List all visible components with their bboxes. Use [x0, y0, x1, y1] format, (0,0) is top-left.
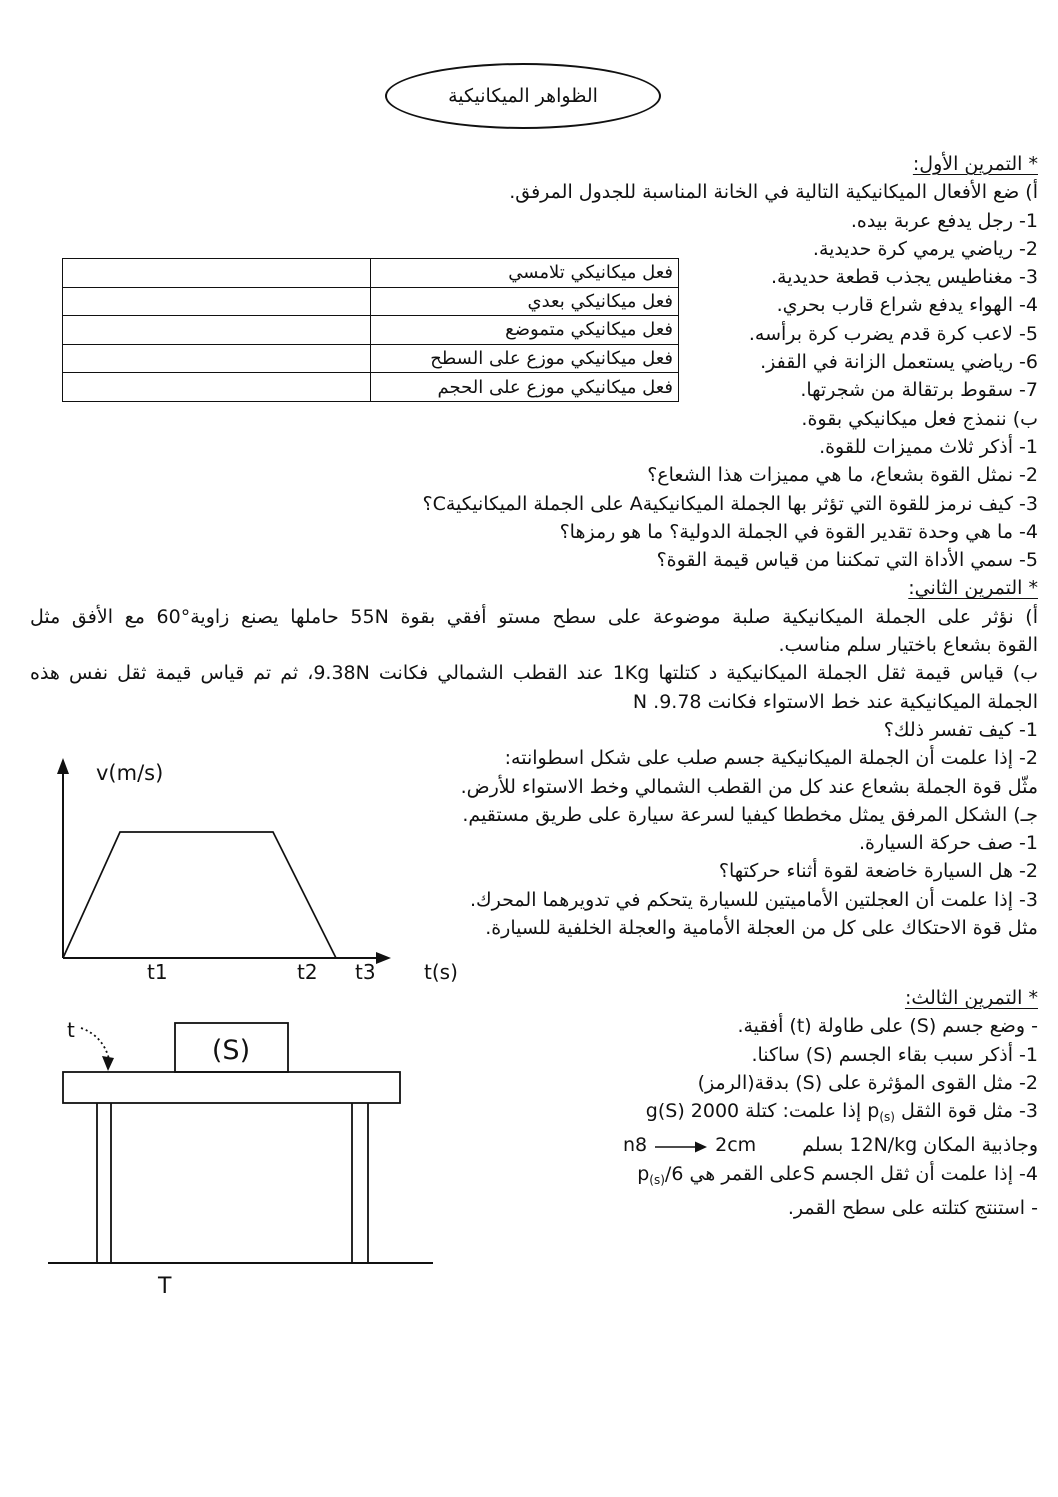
ex1-question: 1- أذكر ثلاث مميزات للقوة. [819, 435, 1038, 458]
table-pointer-label: t [67, 1018, 75, 1042]
tabletop-rect [63, 1072, 400, 1103]
page-title-text: الظواهر الميكانيكية [448, 85, 598, 107]
y-axis-arrowhead [57, 758, 69, 774]
ex1-item: 7- سقوط برتقالة من شجرتها. [800, 379, 1038, 402]
tick-t1: t1 [147, 960, 168, 984]
ex1-item: 2- رياضي يرمي كرة حديدية. [812, 237, 1038, 260]
row-label: فعل ميكانيكي تلامسي [371, 259, 679, 288]
ex3-line: - وضع جسم (S) على طاولة (t) أفقية. [737, 1015, 1038, 1038]
ex2-q2-line2: مثّل قوة الجملة بشعاع عند كل من القطب الشمالي وخط الاستواء للأرض. [460, 775, 1038, 798]
ex1-item: 5- لاعب كرة قدم يضرب كرة برأسه. [748, 322, 1038, 345]
ex1-intro: أ) ضع الأفعال الميكانيكية التالية في الخانة المناسبة للجدول المرفق. [509, 181, 1038, 204]
ex3-line: 1- أذكر سبب بقاء الجسم (S) ساكنا. [751, 1043, 1038, 1066]
ex1-question: 4- ما هي وحدة تقدير القوة في الجملة الدولية؟ ما هو رمزها؟ [559, 520, 1038, 543]
scale-newton-value: n8 [622, 1134, 648, 1157]
classification-table [62, 258, 679, 402]
ex2-cq: 1- صف حركة السيارة. [858, 832, 1038, 855]
ex2-part-a-line1: أ) نؤثر على الجملة الميكانيكية صلبة موضوعة على سطح مستو أفقي بقوة 55N حاملها يصنع زاوية°60 مع الأفق مثل [30, 605, 1038, 628]
table-row [63, 287, 679, 316]
x-axis-arrowhead [376, 952, 391, 964]
ex2-header-text: * التمرين الثاني: [908, 577, 1038, 600]
ex2-part-b-line2: الجملة الميكانيكية عند خط الاستواء فكانت 9.78. N [632, 690, 1038, 713]
table-pointer-arrowhead [102, 1056, 114, 1071]
table-diagram [45, 1012, 440, 1306]
row-answer-cell [63, 259, 371, 288]
row-label: فعل ميكانيكي بعدي [371, 287, 679, 316]
ex3-line-moon [623, 1160, 1038, 1194]
ex3-moon-suffix: /6 [664, 1162, 684, 1185]
tick-t3: t3 [355, 960, 376, 984]
table-row [63, 316, 679, 345]
row-label: فعل ميكانيكي موزع على السطح [371, 344, 679, 373]
moon-weight-subscript: (s) [649, 1172, 665, 1187]
speed-time-graph [50, 750, 470, 994]
ground-label: T [158, 1274, 172, 1299]
table-row [63, 344, 679, 373]
ex1-question: 2- نمثل القوة بشعاع، ما هي مميزات هذا الشعاع؟ [647, 464, 1038, 487]
ex3-text-block [623, 984, 1038, 1222]
ex3-line: - استنتج كتلته على سطح القمر. [787, 1197, 1038, 1220]
scale-cm-value: 2cm [715, 1134, 757, 1157]
x-axis-label: t(s) [424, 960, 458, 984]
ex2-q2-line1: 2- إذا علمت أن الجملة الميكانيكية جسم صلب على شكل اسطوانته: [504, 747, 1038, 770]
ex3-moon-prefix: 4- إذا علمت أن ثقل الجسم Sعلى القمر هي p [637, 1162, 1038, 1185]
tick-t2: t2 [297, 960, 318, 984]
row-answer-cell [63, 287, 371, 316]
row-answer-cell [63, 344, 371, 373]
scale-legend [623, 1131, 756, 1159]
ex1-header-text: * التمرين الأول: [912, 153, 1038, 175]
ex3-scale-line [623, 1131, 1038, 1159]
block-s-label: (S) [211, 1035, 251, 1066]
y-axis-label: v(m/s) [96, 761, 164, 785]
table-row [63, 259, 679, 288]
row-label: فعل ميكانيكي متموضع [371, 316, 679, 345]
ex1-question: 5- سمي الأداة التي تمكننا من قياس قيمة القوة؟ [656, 549, 1038, 572]
ex3-line-weight [623, 1097, 1038, 1131]
ex3-weight-suffix: إذا علمت: كتلة 2000 g(S) [645, 1100, 862, 1123]
weight-subscript: (s) [879, 1110, 895, 1125]
table-diagram-svg [45, 1012, 440, 1302]
table-pointer-arrow [81, 1028, 109, 1059]
ex1-part-b: ب) ننمذج فعل ميكانيكي بقوة. [801, 407, 1038, 430]
speed-curve [63, 832, 336, 958]
row-answer-cell [63, 316, 371, 345]
table-row [63, 373, 679, 402]
ex1-item: 1- رجل يدفع عربة بيده. [850, 209, 1038, 232]
ex2-cq: مثل قوة الاحتكاك على كل من العجلة الأمامية والعجلة الخلفية للسيارة. [485, 917, 1038, 940]
ex2-part-b-line1: ب) قياس قيمة ثقل الجملة الميكانيكية د كتلتها 1Kg عند القطب الشمالي فكانت 9.38N، ثم تم قياس قيمة ثقل نفس هذه [30, 662, 1039, 685]
ex1-item: 4- الهواء يدفع شراع قارب بحري. [776, 294, 1038, 317]
ex1-question: 3- كيف نرمز للقوة التي تؤثر بها الجملة الميكانيكيةA على الجملة الميكانيكيةC؟ [422, 492, 1038, 515]
ex1-item: 3- مغناطيس يجذب قطعة حديدية. [771, 266, 1038, 289]
ex1-header [30, 150, 1038, 178]
ex1-item: 6- رياضي يستعمل الزانة في القفز. [760, 351, 1038, 374]
row-label: فعل ميكانيكي موزع على الحجم [371, 373, 679, 402]
ex2-part-c: جـ) الشكل المرفق يمثل مخططا كيفيا لسرعة سيارة على طريق مستقيم. [462, 803, 1038, 826]
ex3-scale-text: وجاذبية المكان 12N/kg بسلم [802, 1134, 1038, 1157]
ex2-part-a-line2: القوة بشعاع باختيار سلم مناسب. [778, 634, 1038, 657]
ex3-line: 2- مثل القوى المؤثرة على (S) بدقة(الرمز) [697, 1071, 1038, 1094]
ex3-weight-prefix: 3- مثل قوة الثقل p [867, 1100, 1038, 1123]
ex3-header-text: * التمرين الثالث: [904, 987, 1038, 1009]
page-title [385, 63, 661, 129]
ex2-q1: 1- كيف تفسر ذلك؟ [883, 718, 1038, 741]
ex3-header [623, 984, 1038, 1012]
ex2-cq: 2- هل السيارة خاضعة لقوة أثناء حركتها؟ [718, 860, 1038, 883]
classification-table-body [63, 259, 679, 402]
speed-time-graph-svg [50, 750, 470, 990]
ex2-cq: 3- إذا علمت أن العجلتين الأماميتين للسيارة يتحكم في تدويرهما المحرك. [469, 888, 1038, 911]
scale-arrow-icon [654, 1139, 708, 1153]
row-answer-cell [63, 373, 371, 402]
ex2-header [30, 574, 1038, 602]
